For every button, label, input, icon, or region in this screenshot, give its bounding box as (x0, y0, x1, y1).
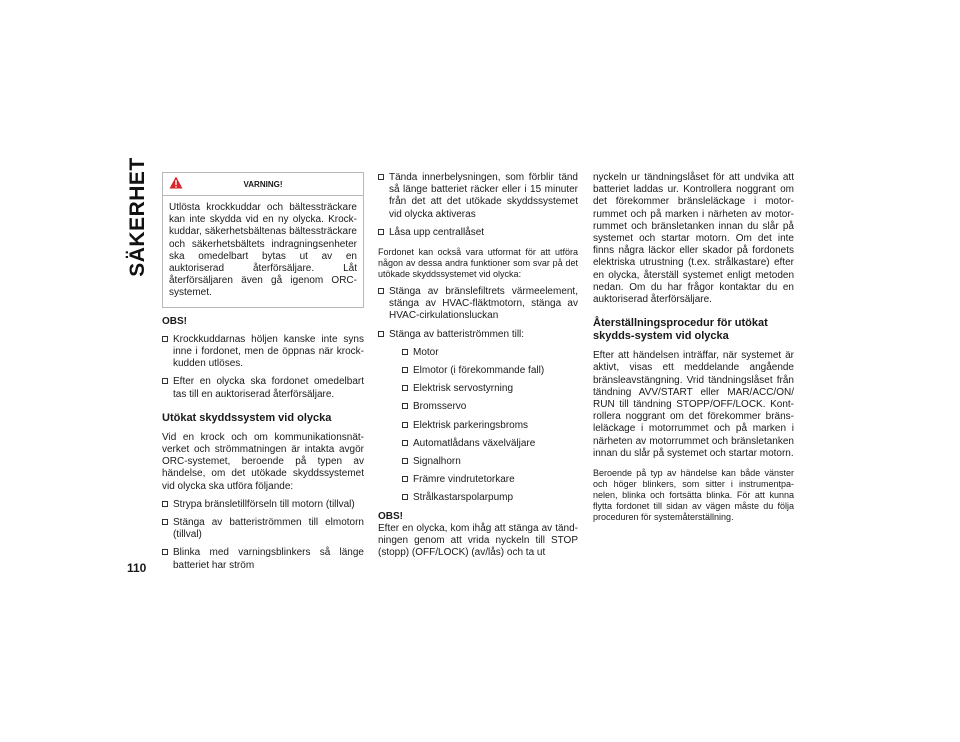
column-1 (162, 172, 364, 572)
checkbox-bullet-icon (402, 458, 408, 464)
chapter-title (118, 157, 158, 277)
obs-list (162, 334, 364, 401)
sub-list-item: Elektrisk parkeringsbroms (402, 420, 578, 432)
checkbox-bullet-icon (402, 476, 408, 482)
note-text: Fordonet kan också vara utformat för att utföra någon av dessa andra funktioner som svar på det utökade skyddssystemet vid olycka: (378, 247, 578, 280)
reset-paragraph: Efter att händelsen inträffar, när systemet är aktivt, visas ett meddelande angående bränsleavstängning. Vrid tändningslåset från tändning AVV/START eller MAR/ACC/ON/ RUN till tändning STOPP/OFF/LOCK. Kont-rollera noggrant om det förekommer bräns-leläckage i motorrummet och på marken i närheten av motorrummet och bränsletanken innan du slår på systemet och startar motorn. (593, 350, 794, 459)
list-item: Blinka med varningsblinkers så länge batteriet har ström (162, 547, 364, 571)
intro-paragraph: Vid en krock och om kommunikationsnät-verket och strömmatningen är intakta avgör ORC-systemet, beroende på typen av händelse, om det utökade skyddssystemet vid olycka ska utföra följande: (162, 431, 364, 492)
obs-label: OBS! (378, 510, 403, 522)
action-list (162, 499, 364, 572)
obs-text: Efter en olycka, kom ihåg att stänga av tänd-ningen genom att vrida nyckeln till STOP (stopp) (OFF/LOCK) (av/lås) och ta ut (378, 522, 578, 559)
list-item: Efter en olycka ska fordonet omedelbart tas till en auktoriserad återförsäljare. (162, 376, 364, 400)
list-item: Stänga av bränslefiltrets värmeelement, stänga av HVAC-fläktmotorn, stänga av HVAC-cirkulationsluckan (378, 286, 578, 323)
continued-paragraph: nyckeln ur tändningslåset för att undvika att batteriet laddas ur. Kontrollera noggrant om det förekommer bränsleläckage i motor-rummet och på marken i närheten av motor-rummet och bränsletanken innan du slår på systemet och startar motorn. Om det inte finns några läckor eller skador på fordonets elektriska utrustning (t.ex. strålkastare) efter en olycka, återställ systemet enligt metoden nedan. Om du har frågor kontaktar du en auktoriserad återförsäljare. (593, 172, 794, 306)
list-item: Låsa upp centrallåset (378, 227, 578, 239)
sub-list-item: Bromsservo (402, 401, 578, 413)
list-item: Stänga av batteriströmmen till elmotorn (tillval) (162, 517, 364, 541)
optional-list (378, 286, 578, 505)
list-item: Krockkuddarnas höljen kanske inte syns inne i fordonet, men de öppnas när krock-kudden utlöses. (162, 334, 364, 371)
warning-title: VARNING! (243, 180, 283, 189)
action-list-continued (378, 172, 578, 239)
checkbox-bullet-icon (162, 378, 168, 384)
column-2 (378, 172, 578, 559)
checkbox-bullet-icon (162, 336, 168, 342)
list-item: Tända innerbelysningen, som förblir tänd så länge batteriet räcker eller i 15 minuter från det att det utökade skyddssystemet vid olycka aktiveras (378, 172, 578, 221)
sub-list-item: Främre vindrutetorkare (402, 474, 578, 486)
column-3 (593, 172, 794, 523)
section-heading: Återställningsprocedur för utökat skydds-system vid olycka (593, 317, 768, 343)
list-item: Strypa bränsletillförseln till motorn (tillval) (162, 499, 364, 511)
checkbox-bullet-icon (402, 349, 408, 355)
sub-list (389, 347, 578, 505)
warning-header (163, 173, 363, 196)
checkbox-bullet-icon (378, 229, 384, 235)
sub-list-item: Elmotor (i förekommande fall) (402, 365, 578, 377)
chapter-title-text: SÄKERHET (126, 157, 150, 277)
checkbox-bullet-icon (402, 422, 408, 428)
checkbox-bullet-icon (402, 367, 408, 373)
warning-text: Utlösta krockkuddar och bältessträckare kan inte skydda vid en ny olycka. Krock-kuddar, säkerhetsbältenas bältessträckare och säkerhetsbältets indragningsenheter ska omedelbart bytas ut av en auktoriserad återförsäljare. Låt återförsäljaren även gå igenom ORC-systemet. (169, 202, 357, 299)
list-item: Stänga av batteriströmmen till: Motor Elmotor (i förekommande fall) Elektrisk servostyrning Bromsservo Elektrisk parkeringsbroms Automatlådans växelväljare Signalhorn Främre vindrutetorkare Strålkastarspolarpump (378, 329, 578, 505)
section-heading: Utökat skyddssystem vid olycka (162, 411, 332, 424)
sub-list-item: Strålkastarspolarpump (402, 492, 578, 504)
sub-list-item: Motor (402, 347, 578, 359)
sub-list-item: Elektrisk servostyrning (402, 383, 578, 395)
checkbox-bullet-icon (402, 440, 408, 446)
checkbox-bullet-icon (402, 494, 408, 500)
checkbox-bullet-icon (378, 174, 384, 180)
checkbox-bullet-icon (162, 519, 168, 525)
obs-label: OBS! (162, 315, 187, 327)
page-number: 110 (127, 561, 147, 575)
warning-box (162, 172, 364, 308)
sub-list-item: Automatlådans växelväljare (402, 438, 578, 450)
checkbox-bullet-icon (378, 288, 384, 294)
note-text: Beroende på typ av händelse kan både vänster och höger blinkers, som sitter i instrumentpa-nelen, blinka och fortsätta blinka. För att kunna flytta fordonet till sidan av vägen måste du följa proceduren för systemåterställning. (593, 468, 794, 523)
sub-list-item: Signalhorn (402, 456, 578, 468)
checkbox-bullet-icon (402, 385, 408, 391)
checkbox-bullet-icon (402, 403, 408, 409)
checkbox-bullet-icon (162, 549, 168, 555)
checkbox-bullet-icon (162, 501, 168, 507)
checkbox-bullet-icon (378, 331, 384, 337)
